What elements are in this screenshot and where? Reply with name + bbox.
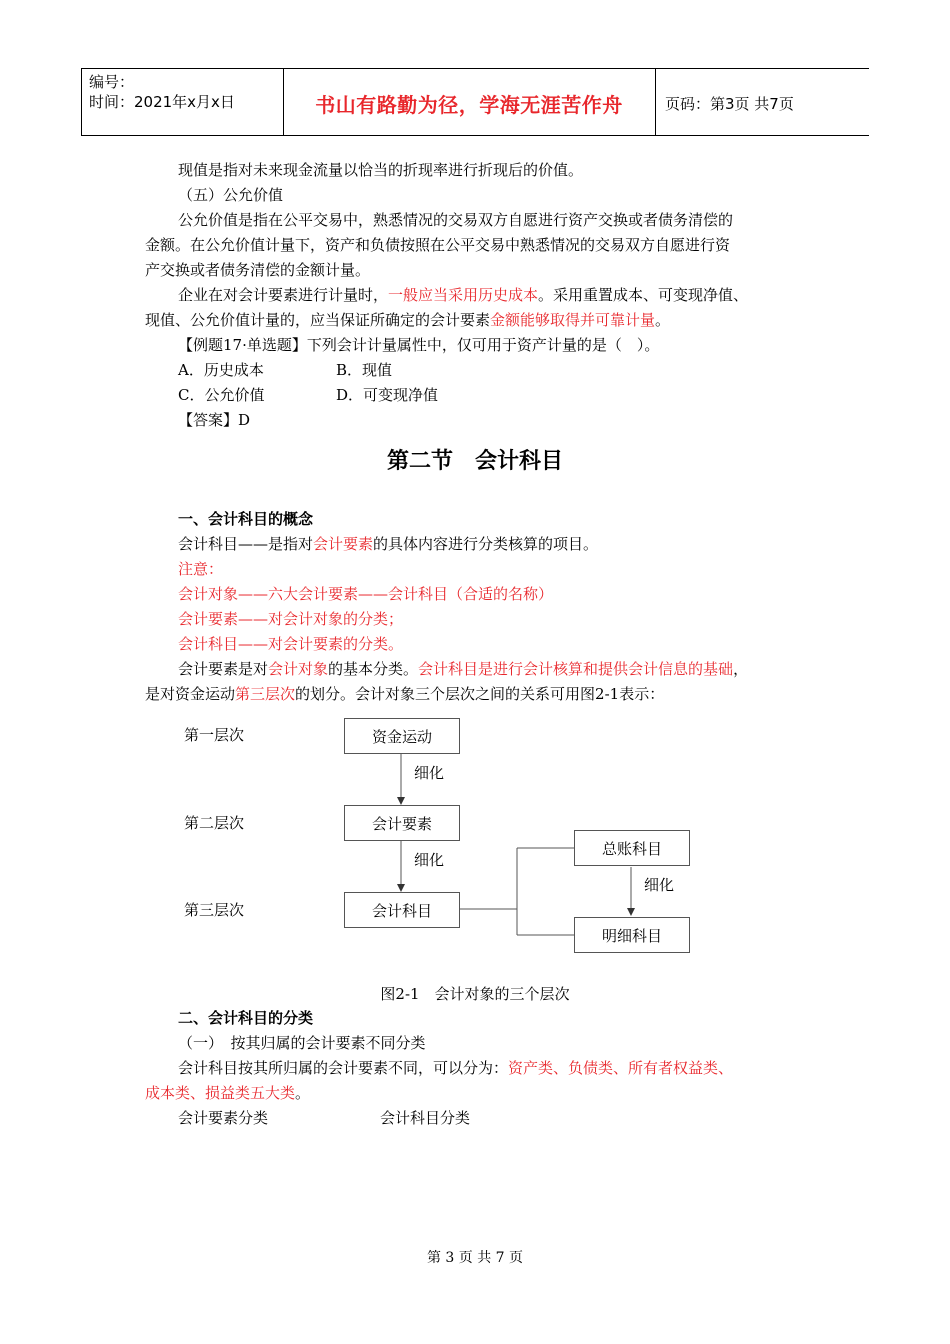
highlight-text: 一般应当采用历史成本 [388,286,539,304]
paragraph-line: 会计科目——是指对会计要素的具体内容进行分类核算的项目。 [178,535,599,553]
figure-caption: 图2-1 会计对象的三个层次 [380,985,570,1003]
highlight-text: 金额能够取得并可靠计量 [490,311,656,329]
page-footer: 第 3 页 共 7 页 [426,1250,524,1266]
paragraph-line: 产交换或者债务清偿的金额计量。 [145,261,371,279]
paragraph-line: 会计要素是对会计对象的基本分类。会计科目是进行会计核算和提供会计信息的基础， [178,660,749,678]
section-heading: 二、会计科目的分类 [178,1009,314,1027]
paragraph-line: 成本类、损益类五大类。 [145,1084,311,1102]
paragraph-line: 现值是指对未来现金流量以恰当的折现率进行折现后的价值。 [178,161,584,179]
option-d: D．可变现净值 [336,386,439,404]
column-label: 会计科目分类 [380,1109,471,1127]
header-page-label: 页码：第3页 共7页 [665,95,794,113]
section-title: 第二节 会计科目 [386,449,563,474]
paragraph-line: 公允价值是指在公平交易中，熟悉情况的交易双方自愿进行资产交换或者债务清偿的 [178,211,734,229]
refine-label: 细化 [414,851,445,869]
note-line: 会计要素——对会计对象的分类； [178,610,404,628]
subheading: （五）公允价值 [178,186,284,204]
node-accounting-subjects: 会计科目 [344,892,460,928]
header-motto: 书山有路勤为径，学海无涯苦作舟 [315,93,623,117]
node-detail-ledger: 明细科目 [574,917,690,953]
refine-label: 细化 [644,876,675,894]
node-fund-movement: 资金运动 [344,718,460,754]
option-a: A．历史成本 [178,361,264,379]
paragraph-line: 金额。在公允价值计量下，资产和负债按照在公平交易中熟悉情况的交易双方自愿进行资 [145,236,731,254]
section-heading: 一、会计科目的概念 [178,510,314,528]
option-c: C．公允价值 [178,386,265,404]
question-text: 【例题17·单选题】下列会计计量属性中，仅可用于资产计量的是（ ）。 [178,336,660,354]
number-label: 编号： [89,73,135,91]
node-accounting-elements: 会计要素 [344,805,460,841]
level-3-label: 第三层次 [184,901,245,919]
paragraph-line: 会计科目按其所归属的会计要素不同，可以分为：资产类、负债类、所有者权益类、 [178,1059,734,1077]
option-b: B．现值 [336,361,393,379]
note-line: 会计对象——六大会计要素——会计科目（合适的名称） [178,585,554,603]
refine-label: 细化 [414,764,445,782]
paragraph-line: 企业在对会计要素进行计量时，一般应当采用历史成本。采用重置成本、可变现净值、 [178,286,749,304]
level-1-label: 第一层次 [184,726,245,744]
date-label: 时间：2021年x月x日 [89,93,235,111]
node-general-ledger: 总账科目 [574,830,690,866]
paragraph-line: 现值、公允价值计量的，应当保证所确定的会计要素金额能够取得并可靠计量。 [145,311,671,329]
subheading: （一） 按其归属的会计要素不同分类 [178,1034,426,1052]
paragraph-line: 是对资金运动第三层次的划分。会计对象三个层次之间的关系可用图2-1表示： [145,685,665,703]
note-label: 注意： [178,560,224,578]
note-line: 会计科目——对会计要素的分类。 [178,635,404,653]
column-label: 会计要素分类 [178,1109,269,1127]
answer-text: 【答案】D [178,411,251,429]
level-2-label: 第二层次 [184,814,245,832]
